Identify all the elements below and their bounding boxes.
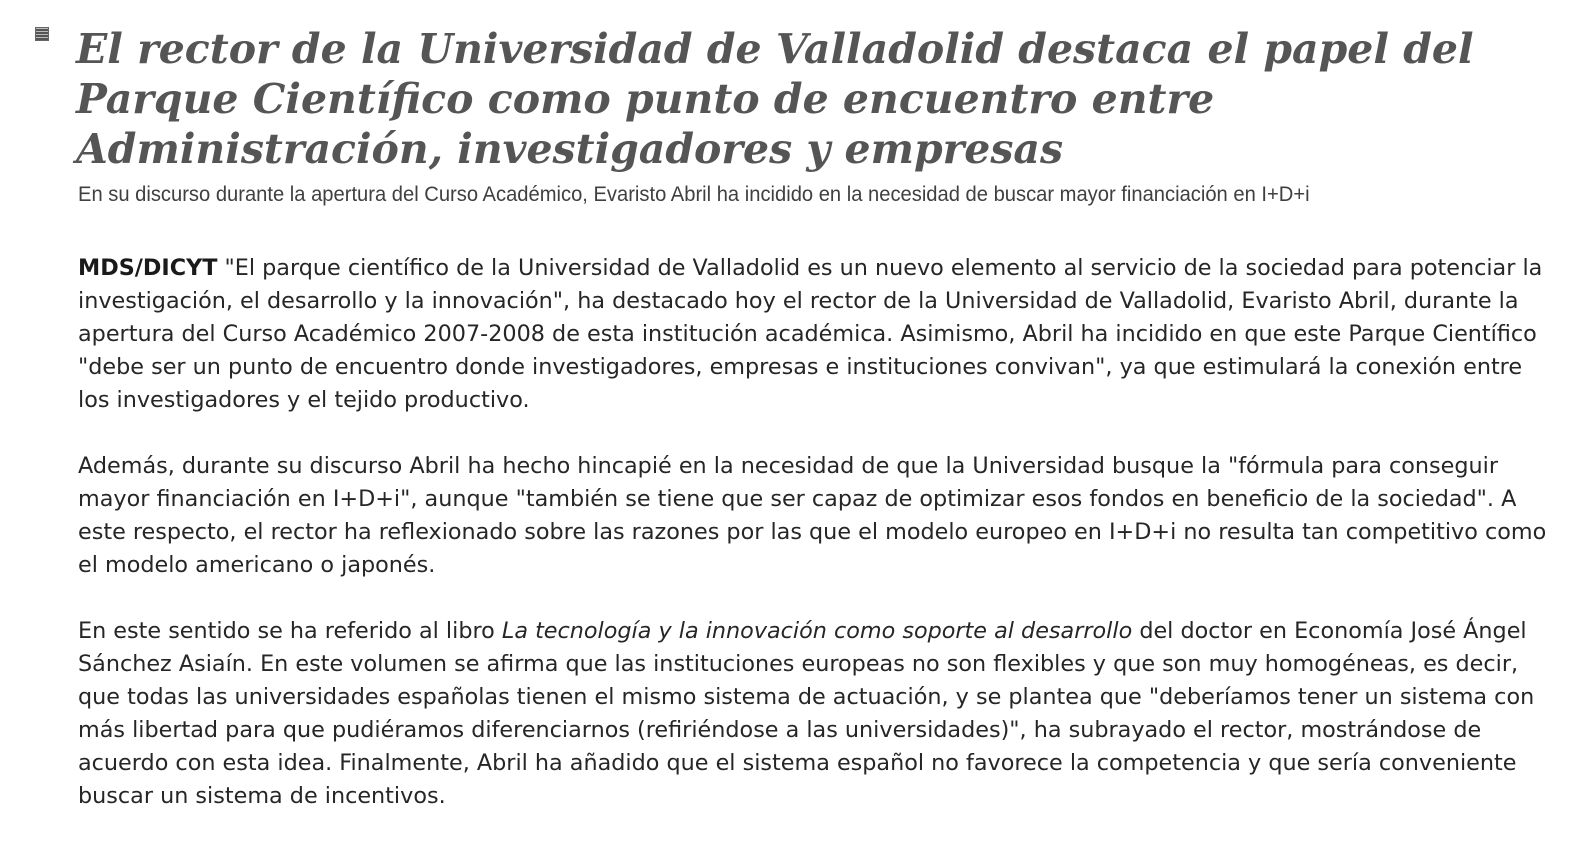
square-bullet-icon [35,27,49,41]
paragraph-2: Además, durante su discurso Abril ha hecho hincapié en la necesidad de que la Universidad busque la "fórmula para conseguir mayor financiación en I+D+i", aunque "también se tiene que ser capaz de optimizar esos fondos en beneficio de la sociedad". A este respecto, el rector ha reflexionado sobre las razones por las que el modelo europeo en I+D+i no resulta tan competitivo como el modelo americano o japonés. [78,453,1547,578]
paragraph-3-rest: del doctor en Economía José Ángel Sánchez Asiaín. En este volumen se afirma que las instituciones europeas no son flexibles y que son muy homogéneas, es decir, que todas las universidades españolas tienen el mismo sistema de actuación, y se plantea que "deberíamos tener un sistema con más libertad para que pudiéramos diferenciarnos (refiriéndose a las universidades)", ha subrayado el rector, mostrándose de acuerdo con esta idea. Finalmente, Abril ha añadido que el sistema español no favorece la competencia y que sería conveniente buscar un sistema de incentivos. [78,618,1535,809]
book-title: La tecnología y la innovación como soporte al desarrollo [501,618,1133,644]
paragraph-3 [78,615,1558,813]
headline: El rector de la Universidad de Valladolid destaca el papel del Parque Científico como punto de encuentro entre Administración, investigadores y empresas [76,25,1474,173]
paragraph-1 [78,252,1558,417]
byline: MDS/DICYT [78,255,218,281]
paragraph-1-text: "El parque científico de la Universidad de Valladolid es un nuevo elemento al servicio de la sociedad para potenciar la investigación, el desarrollo y la innovación", ha destacado hoy el rector de la Universidad de Valladolid, Evaristo Abril, durante la apertura del Curso Académico 2007-2008 de esta institución académica. Asimismo, Abril ha incidido en que este Parque Científico "debe ser un punto de encuentro donde investigadores, empresas e instituciones convivan", ya que estimulará la conexión entre los investigadores y el tejido productivo. [78,255,1543,413]
article-body [78,252,1558,846]
subtitle: En su discurso durante la apertura del Curso Académico, Evaristo Abril ha incidido en la necesidad de buscar mayor financiación en I+D+i [78,183,1310,206]
paragraph-3-intro: En este sentido se ha referido al libro [78,618,495,644]
